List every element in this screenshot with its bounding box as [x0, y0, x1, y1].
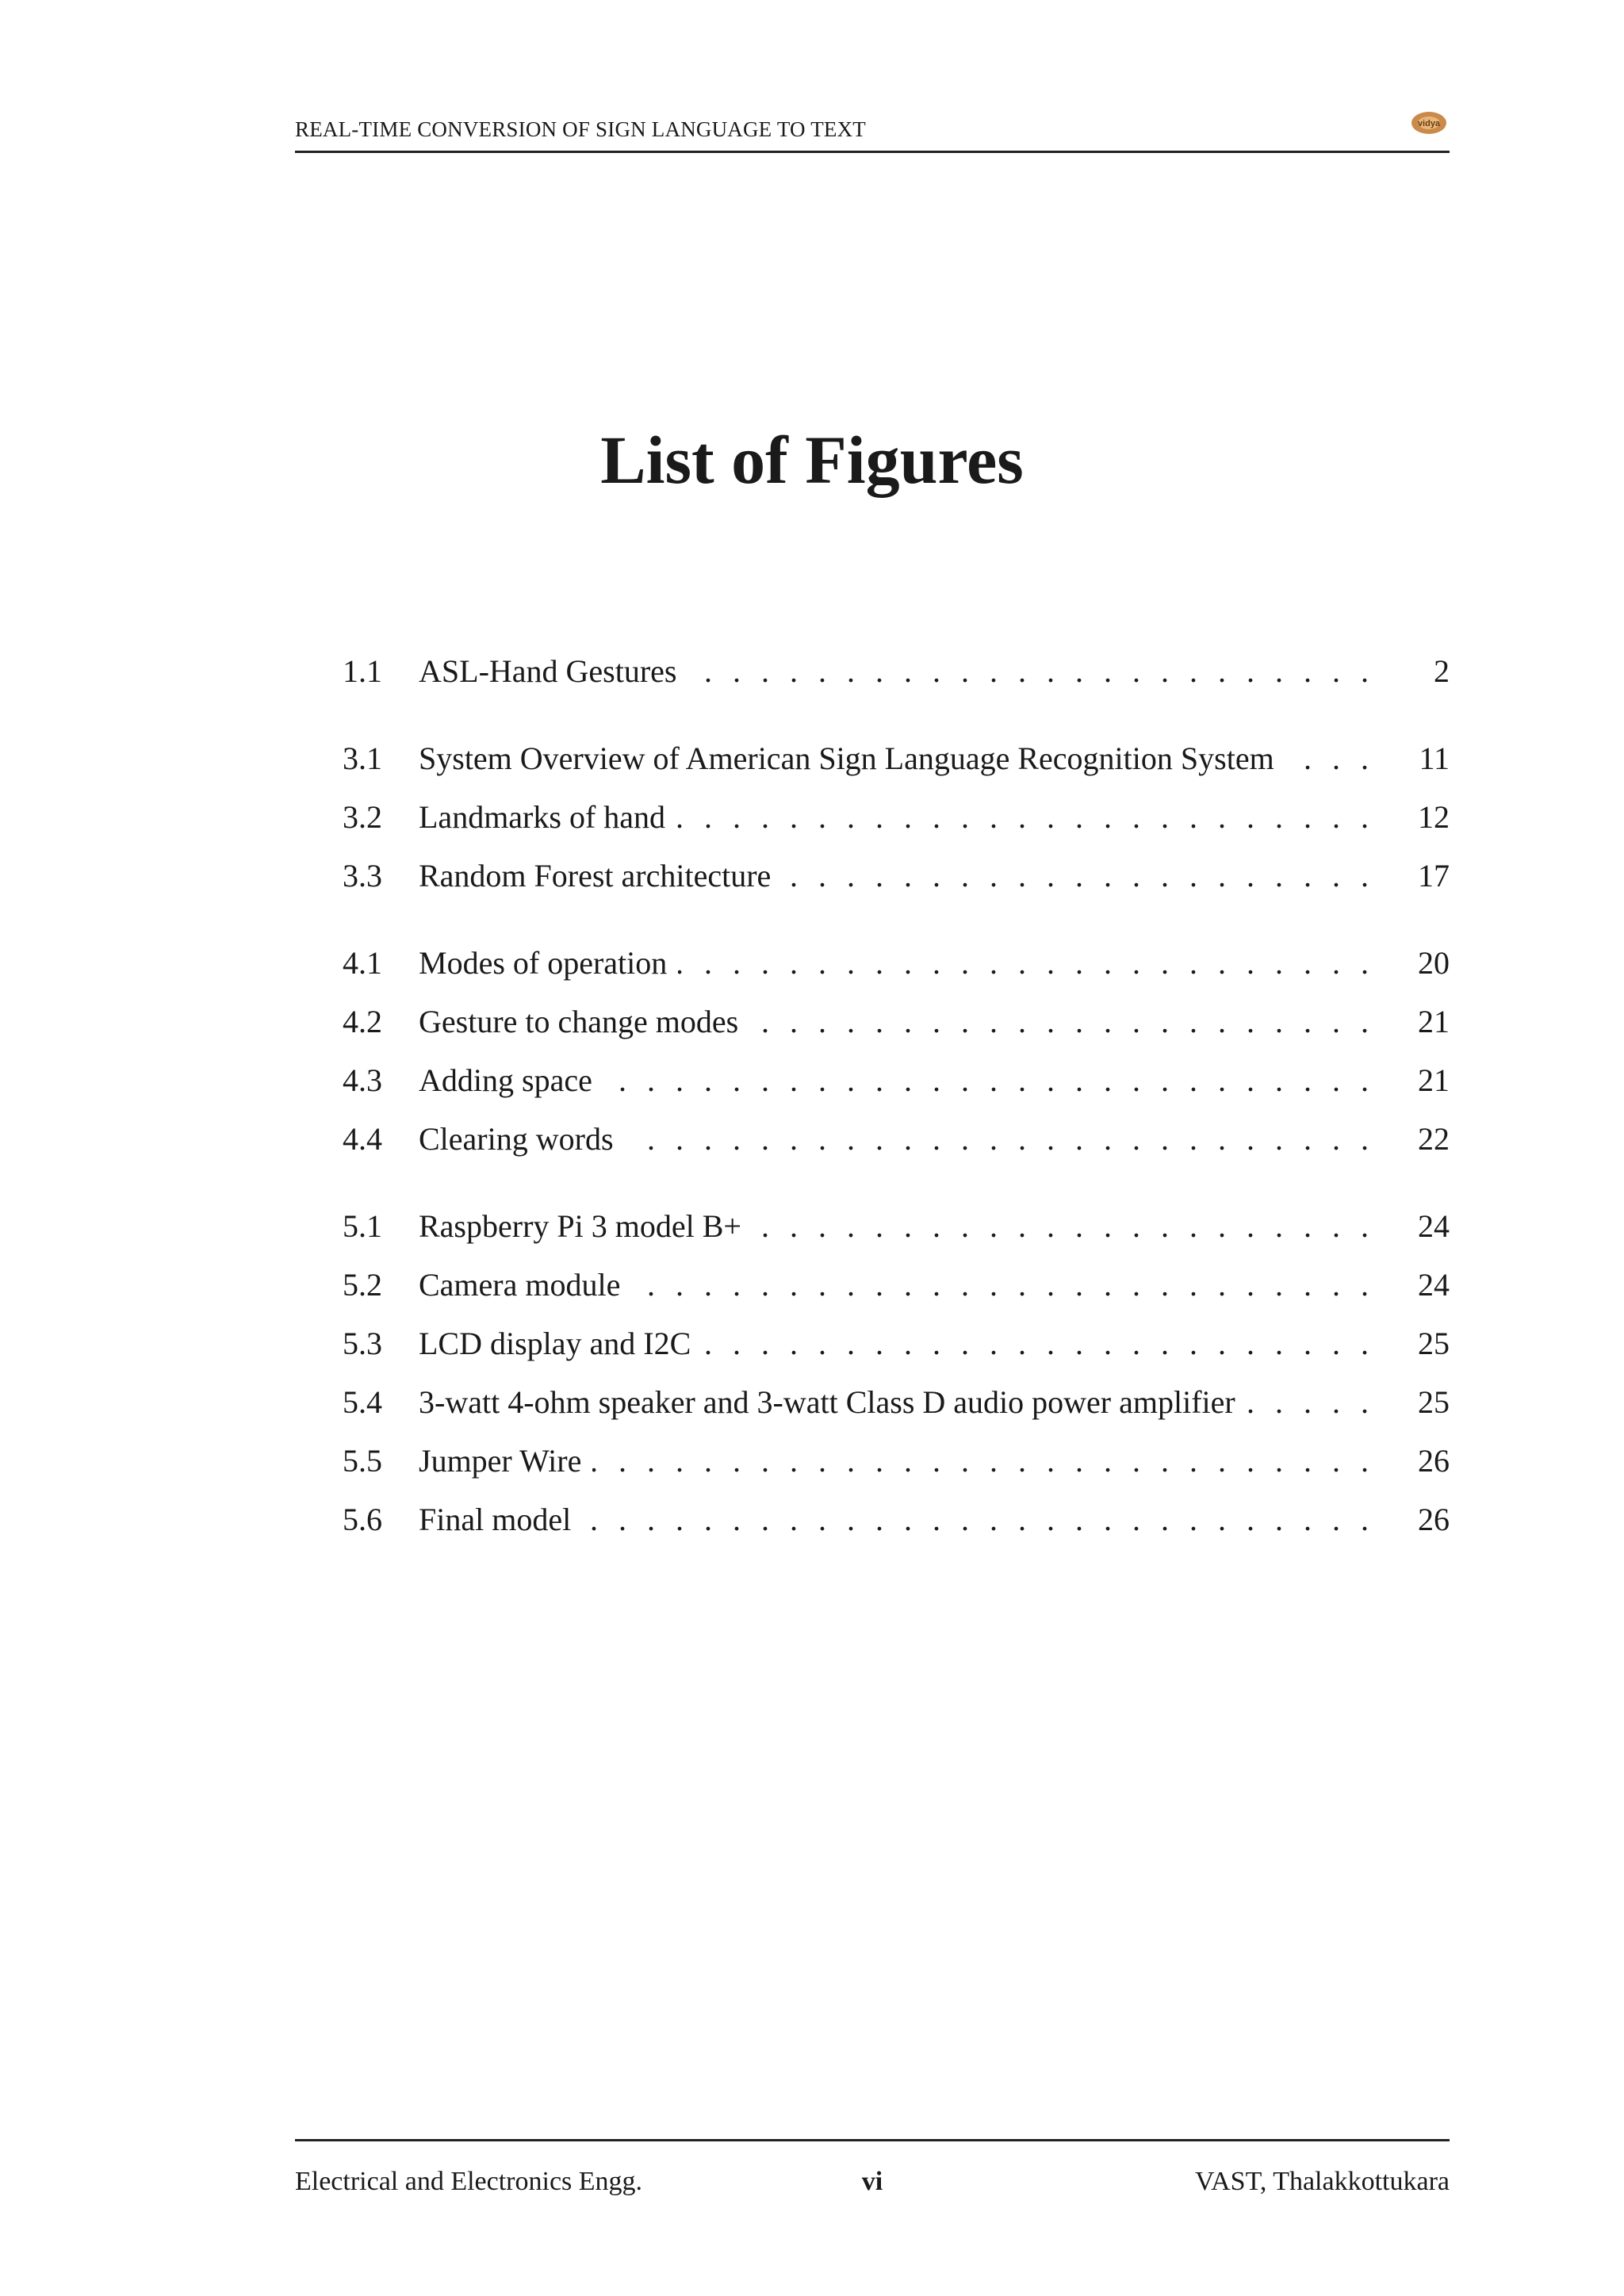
figure-caption: Modes of operation	[419, 945, 678, 981]
figure-entry[interactable]	[343, 729, 1450, 788]
figure-caption: System Overview of American Sign Language Recognition System	[419, 740, 1285, 776]
svg-text:vidya: vidya	[1417, 119, 1441, 128]
figure-page: 26	[1418, 1502, 1450, 1537]
figure-number: 5.6	[343, 1502, 382, 1537]
running-footer	[295, 2139, 1450, 2213]
figure-caption: Landmarks of hand	[419, 799, 676, 835]
footer-page-number: vi	[861, 2167, 883, 2196]
figure-page: 20	[1418, 945, 1450, 981]
figure-page: 24	[1418, 1208, 1450, 1244]
figure-entry[interactable]	[343, 1256, 1450, 1314]
figure-page: 24	[1418, 1267, 1450, 1303]
figure-page: 26	[1418, 1443, 1450, 1479]
figure-number: 4.2	[343, 1004, 382, 1039]
figure-caption: 3-watt 4-ohm speaker and 3-watt Class D audio power amplifier	[419, 1384, 1247, 1420]
figure-number: 1.1	[343, 653, 382, 689]
figure-number: 3.3	[343, 858, 382, 894]
figure-caption: Final model	[419, 1502, 582, 1537]
figure-entry[interactable]	[343, 1314, 1450, 1373]
college-logo	[1408, 109, 1450, 136]
figure-number: 4.1	[343, 945, 382, 981]
figure-page: 2	[1434, 653, 1450, 689]
figure-page: 21	[1418, 1062, 1450, 1098]
figure-number: 5.1	[343, 1208, 382, 1244]
figure-number: 3.2	[343, 799, 382, 835]
figure-entry[interactable]	[343, 1373, 1450, 1432]
figure-page: 17	[1418, 858, 1450, 894]
figure-caption: ASL-Hand Gestures	[419, 653, 688, 689]
footer-institution: VAST, Thalakkottukara	[1194, 2167, 1450, 2196]
figure-caption: Clearing words	[419, 1121, 625, 1157]
figure-entry[interactable]	[343, 847, 1450, 905]
figure-number: 5.3	[343, 1326, 382, 1361]
figure-page: 25	[1418, 1326, 1450, 1361]
figure-entry[interactable]	[343, 1197, 1450, 1256]
figure-number: 5.2	[343, 1267, 382, 1303]
figure-number: 4.3	[343, 1062, 382, 1098]
figure-entry[interactable]	[343, 788, 1450, 847]
page-title: List of Figures	[600, 422, 1024, 498]
figure-caption: Camera module	[419, 1267, 631, 1303]
figure-caption: Jumper Wire	[419, 1443, 592, 1479]
figure-entry[interactable]	[343, 1051, 1450, 1110]
figure-caption: LCD display and I2C	[419, 1326, 702, 1361]
figure-page: 11	[1419, 740, 1450, 776]
figure-entry[interactable]	[343, 642, 1450, 701]
figure-entry[interactable]	[343, 993, 1450, 1051]
figure-caption: Adding space	[419, 1062, 603, 1098]
figure-page: 22	[1418, 1121, 1450, 1157]
figure-number: 5.4	[343, 1384, 382, 1420]
figure-entry[interactable]	[343, 1110, 1450, 1169]
figure-caption: Gesture to change modes	[419, 1004, 749, 1039]
figure-entry[interactable]	[343, 934, 1450, 993]
figure-page: 25	[1418, 1384, 1450, 1420]
figure-entry[interactable]	[343, 1432, 1450, 1490]
running-header	[295, 103, 1450, 153]
footer-department: Electrical and Electronics Engg.	[295, 2167, 643, 2196]
figure-caption: Raspberry Pi 3 model B+	[419, 1208, 753, 1244]
figure-entry[interactable]	[343, 1490, 1450, 1549]
header-title: REAL-TIME CONVERSION OF SIGN LANGUAGE TO TEXT	[295, 117, 866, 141]
figure-caption: Random Forest architecture	[419, 858, 782, 894]
figure-number: 5.5	[343, 1443, 382, 1479]
figure-list	[343, 642, 1450, 1549]
figure-page: 21	[1418, 1004, 1450, 1039]
figure-number: 4.4	[343, 1121, 382, 1157]
figure-page: 12	[1418, 799, 1450, 835]
figure-number: 3.1	[343, 740, 382, 776]
